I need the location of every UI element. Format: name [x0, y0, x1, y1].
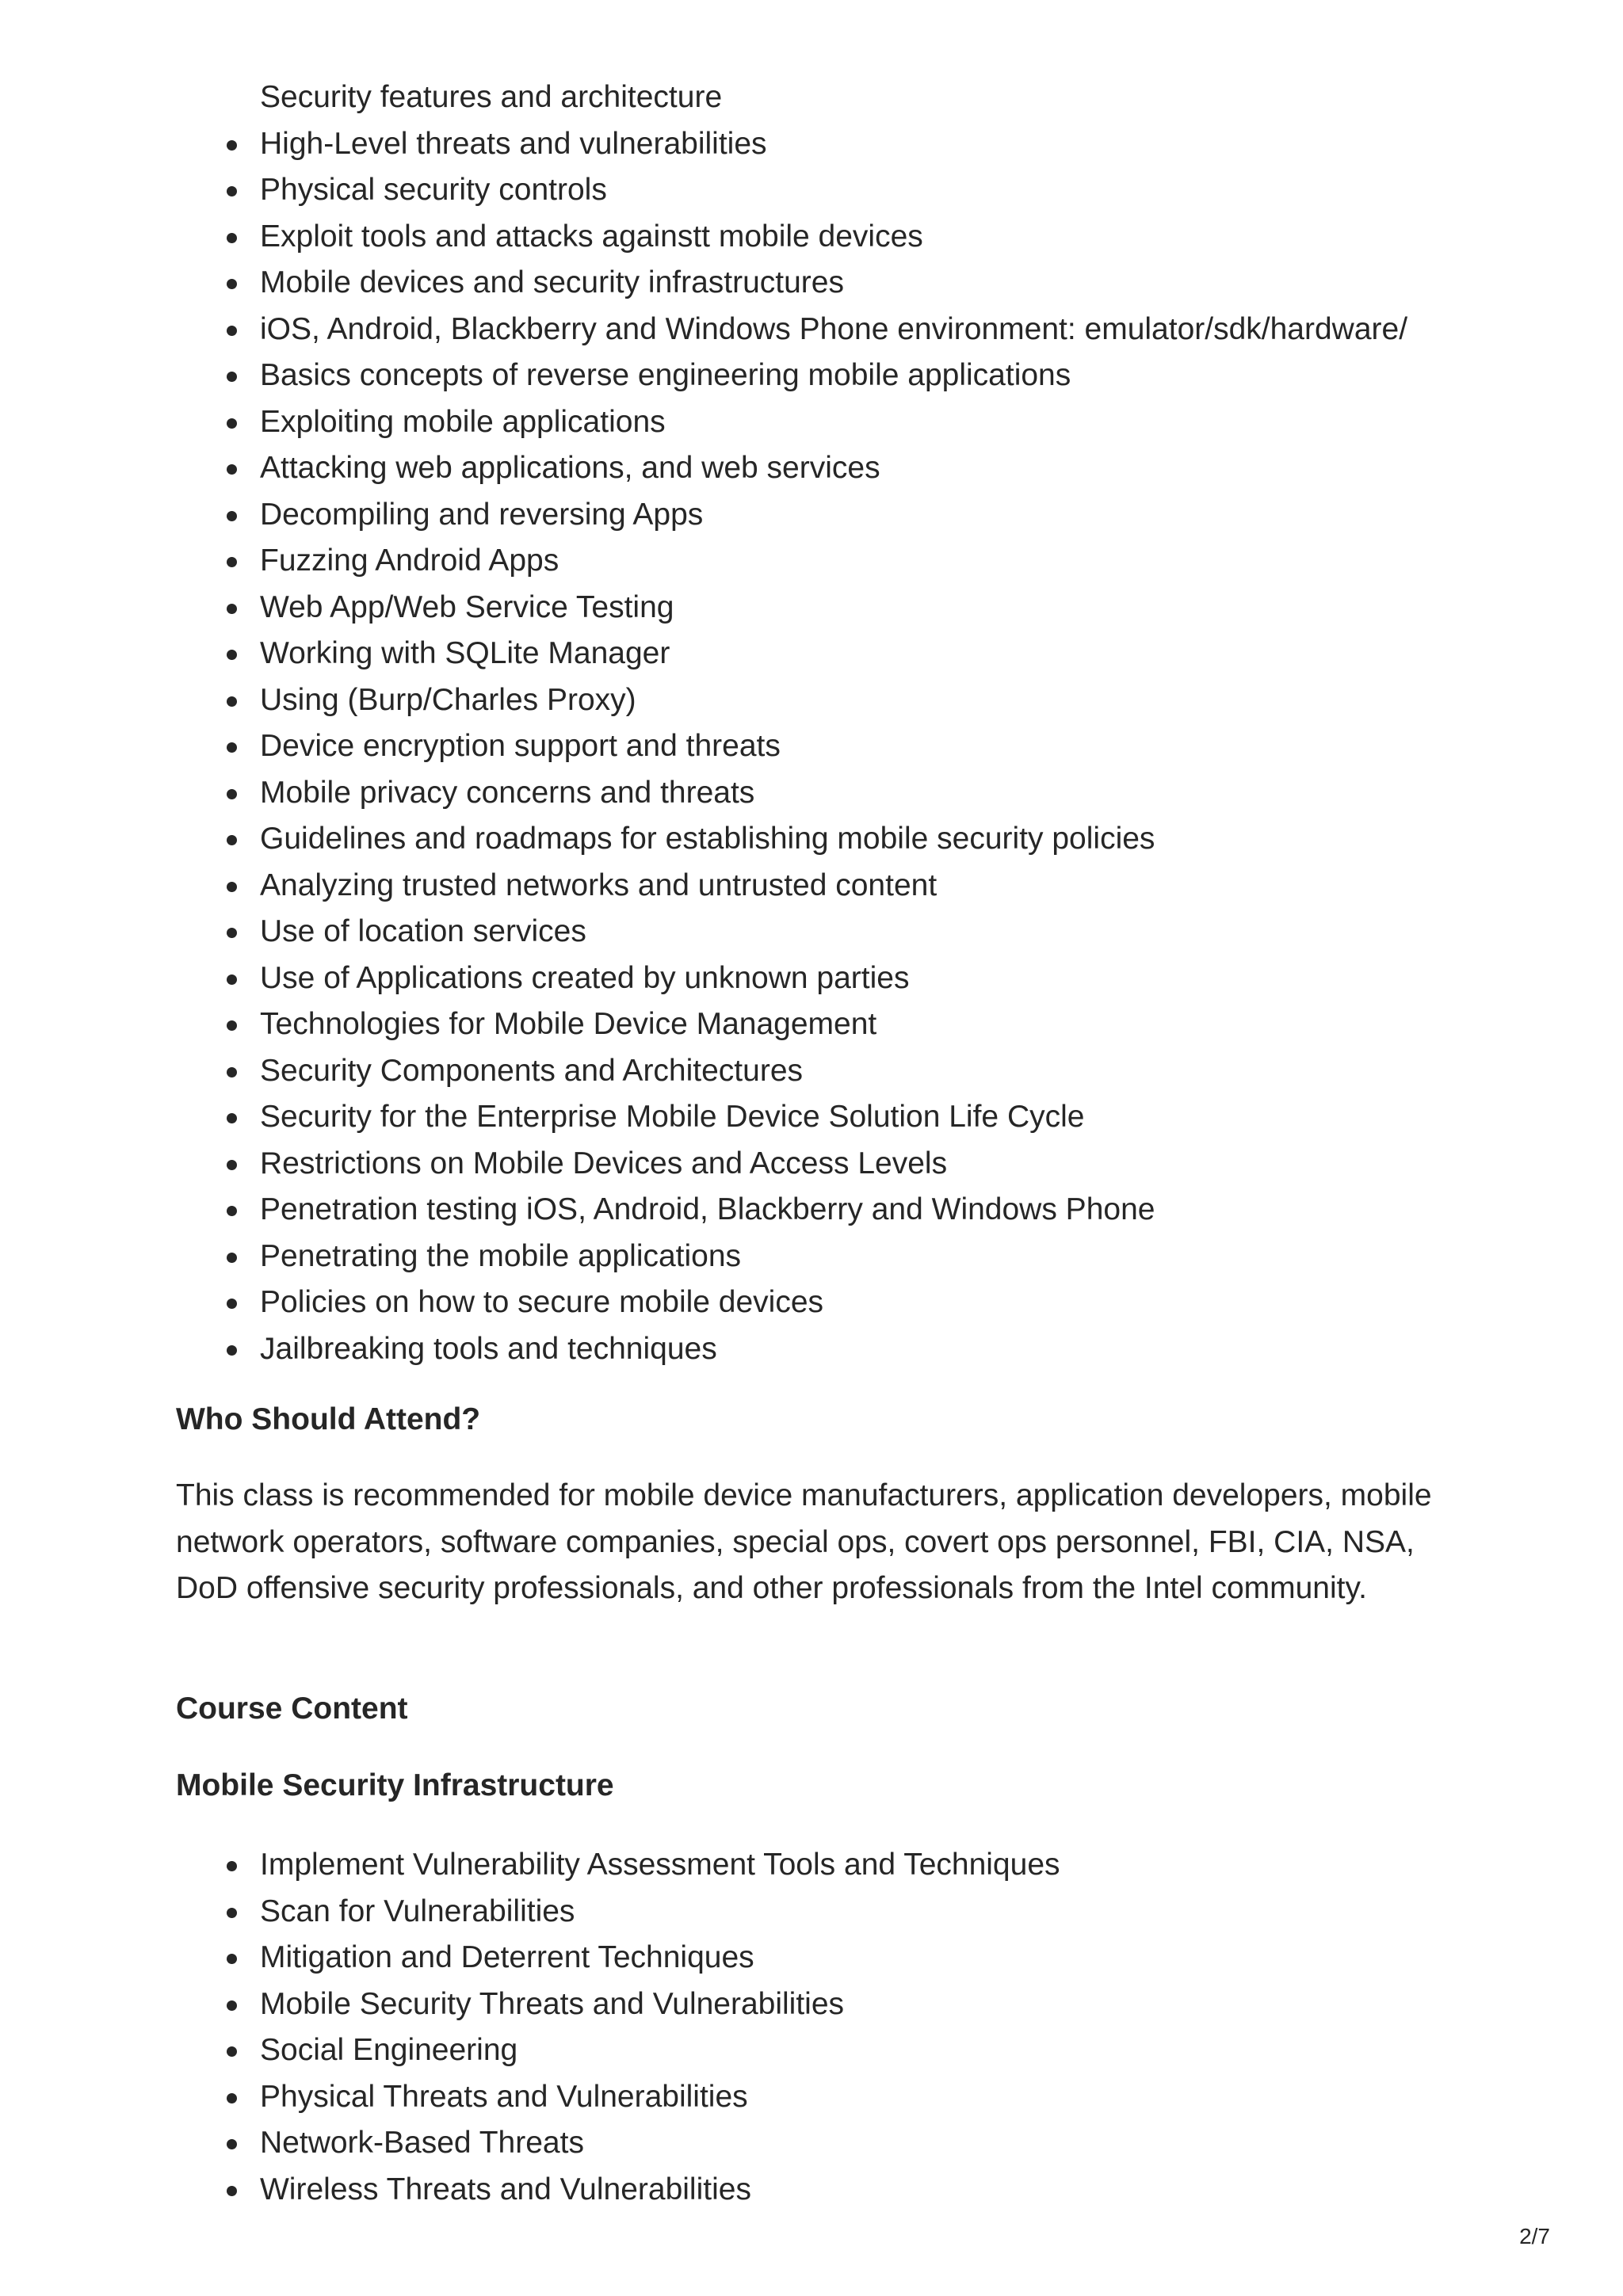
list-item-text: Social Engineering [260, 2033, 518, 2067]
list-item-text: Device encryption support and threats [260, 729, 781, 763]
list-item-text: Restrictions on Mobile Devices and Access Levels [260, 1146, 948, 1180]
bullet-icon [227, 1299, 237, 1309]
bullet-icon [227, 1908, 237, 1918]
who-should-attend-heading: Who Should Attend? [176, 1402, 481, 1436]
list-item [176, 585, 1407, 631]
who-should-attend-paragraph: This class is recommended for mobile device manufacturers, application developers, mobile network operators, software companies, special ops, covert ops personnel, FBI, CIA, NSA, DoD offensive security professionals, and other professionals from the Intel community. [176, 1478, 1432, 1605]
bullet-icon [227, 1345, 237, 1356]
bullet-icon [227, 1206, 237, 1216]
bullet-icon [227, 742, 237, 753]
list-item [176, 353, 1407, 399]
list-item [176, 214, 1407, 261]
bullet-icon [227, 1020, 237, 1031]
list-item [176, 260, 1407, 307]
topics-list [176, 121, 1407, 1373]
list-item-text: Policies on how to secure mobile devices [260, 1285, 824, 1319]
bullet-icon [227, 604, 237, 614]
list-item [176, 1048, 1407, 1095]
bullet-icon [227, 418, 237, 429]
list-item [176, 816, 1407, 863]
bullet-icon [227, 835, 237, 845]
bullet-icon [227, 186, 237, 196]
list-item-text: Penetrating the mobile applications [260, 1238, 742, 1273]
list-item-text: Use of Applications created by unknown parties [260, 960, 910, 995]
list-item-text: Basics concepts of reverse engineering mobile applications [260, 358, 1071, 392]
list-item [176, 1981, 1060, 2028]
list-item-text: Decompiling and reversing Apps [260, 497, 704, 532]
bullet-icon [227, 372, 237, 382]
list-item [176, 1187, 1407, 1234]
bullet-icon [227, 464, 237, 475]
bullet-icon [227, 233, 237, 243]
list-item [176, 1094, 1407, 1141]
page-number: 2/7 [1519, 2224, 1550, 2248]
list-item-text: Network-Based Threats [260, 2126, 584, 2160]
list-item [176, 538, 1407, 585]
list-item-text: Scan for Vulnerabilities [260, 1894, 575, 1928]
list-item [176, 445, 1407, 492]
list-item-text: Using (Burp/Charles Proxy) [260, 682, 636, 717]
bullet-icon [227, 1067, 237, 1077]
list-item-text: Mitigation and Deterrent Techniques [260, 1940, 754, 1974]
list-item [176, 121, 1407, 168]
bullet-icon [227, 2046, 237, 2057]
list-item [176, 1141, 1407, 1188]
list-item [176, 909, 1407, 955]
list-item [176, 631, 1407, 677]
list-item [176, 863, 1407, 910]
infrastructure-list [176, 1842, 1060, 2213]
bullet-icon [227, 974, 237, 985]
list-item-text: Jailbreaking tools and techniques [260, 1331, 717, 1366]
list-item [176, 1935, 1060, 1981]
list-item-text: Mobile privacy concerns and threats [260, 775, 755, 810]
list-item-text: Security Components and Architectures [260, 1053, 804, 1088]
list-item-text: iOS, Android, Blackberry and Windows Phone environment: emulator/sdk/hardware/ [260, 311, 1408, 346]
list-item-text: Technologies for Mobile Device Management [260, 1007, 877, 1041]
list-item-text: Physical Threats and Vulnerabilities [260, 2079, 748, 2114]
bullet-icon [227, 928, 237, 938]
continued-list-item: Security features and architecture [260, 80, 723, 114]
list-item-text: Security for the Enterprise Mobile Device Solution Life Cycle [260, 1100, 1085, 1134]
course-content-heading: Course Content [176, 1691, 408, 1726]
list-item-text: Physical security controls [260, 173, 607, 207]
list-item-text: Exploit tools and attacks againstt mobile devices [260, 219, 923, 254]
bullet-icon [227, 326, 237, 336]
list-item [176, 955, 1407, 1002]
bullet-icon [227, 650, 237, 660]
bullet-icon [227, 1861, 237, 1871]
bullet-icon [227, 1113, 237, 1123]
list-item-text: High-Level threats and vulnerabilities [260, 126, 767, 161]
list-item-text: Fuzzing Android Apps [260, 543, 559, 578]
bullet-icon [227, 279, 237, 289]
bullet-icon [227, 511, 237, 521]
list-item-text: Use of location services [260, 914, 586, 948]
bullet-icon [227, 2186, 237, 2196]
list-item-text: Penetration testing iOS, Android, Blackberry and Windows Phone [260, 1192, 1155, 1226]
bullet-icon [227, 2000, 237, 2011]
list-item [176, 307, 1407, 353]
list-item-text: Implement Vulnerability Assessment Tools and Techniques [260, 1848, 1060, 1882]
bullet-icon [227, 2093, 237, 2103]
list-item-text: Mobile Security Threats and Vulnerabilities [260, 1986, 845, 2021]
list-item [176, 677, 1407, 724]
list-item [176, 492, 1407, 539]
bullet-icon [227, 557, 237, 567]
bullet-icon [227, 1160, 237, 1170]
list-item-text: Guidelines and roadmaps for establishing mobile security policies [260, 822, 1155, 856]
list-item-text: Wireless Threats and Vulnerabilities [260, 2172, 751, 2206]
list-item [176, 167, 1407, 214]
list-item-text: Web App/Web Service Testing [260, 589, 674, 624]
list-item [176, 1889, 1060, 1936]
list-item [176, 1001, 1407, 1048]
bullet-icon [227, 1954, 237, 1964]
list-item [176, 1280, 1407, 1326]
list-item [176, 2167, 1060, 2214]
bullet-icon [227, 696, 237, 707]
bullet-icon [227, 882, 237, 892]
bullet-icon [227, 789, 237, 799]
list-item [176, 2027, 1060, 2074]
list-item-text: Exploiting mobile applications [260, 404, 666, 439]
list-item [176, 1234, 1407, 1280]
bullet-icon [227, 140, 237, 151]
list-item [176, 2074, 1060, 2121]
list-item [176, 399, 1407, 446]
list-item [176, 2120, 1060, 2167]
list-item [176, 723, 1407, 770]
list-item-text: Attacking web applications, and web services [260, 451, 880, 485]
mobile-security-infrastructure-heading: Mobile Security Infrastructure [176, 1768, 614, 1802]
list-item-text: Working with SQLite Manager [260, 636, 670, 670]
list-item [176, 1842, 1060, 1889]
list-item-text: Analyzing trusted networks and untrusted content [260, 868, 938, 902]
bullet-icon [227, 1253, 237, 1263]
list-item-text: Mobile devices and security infrastructures [260, 265, 844, 299]
bullet-icon [227, 2139, 237, 2149]
list-item [176, 1326, 1407, 1373]
list-item [176, 770, 1407, 817]
